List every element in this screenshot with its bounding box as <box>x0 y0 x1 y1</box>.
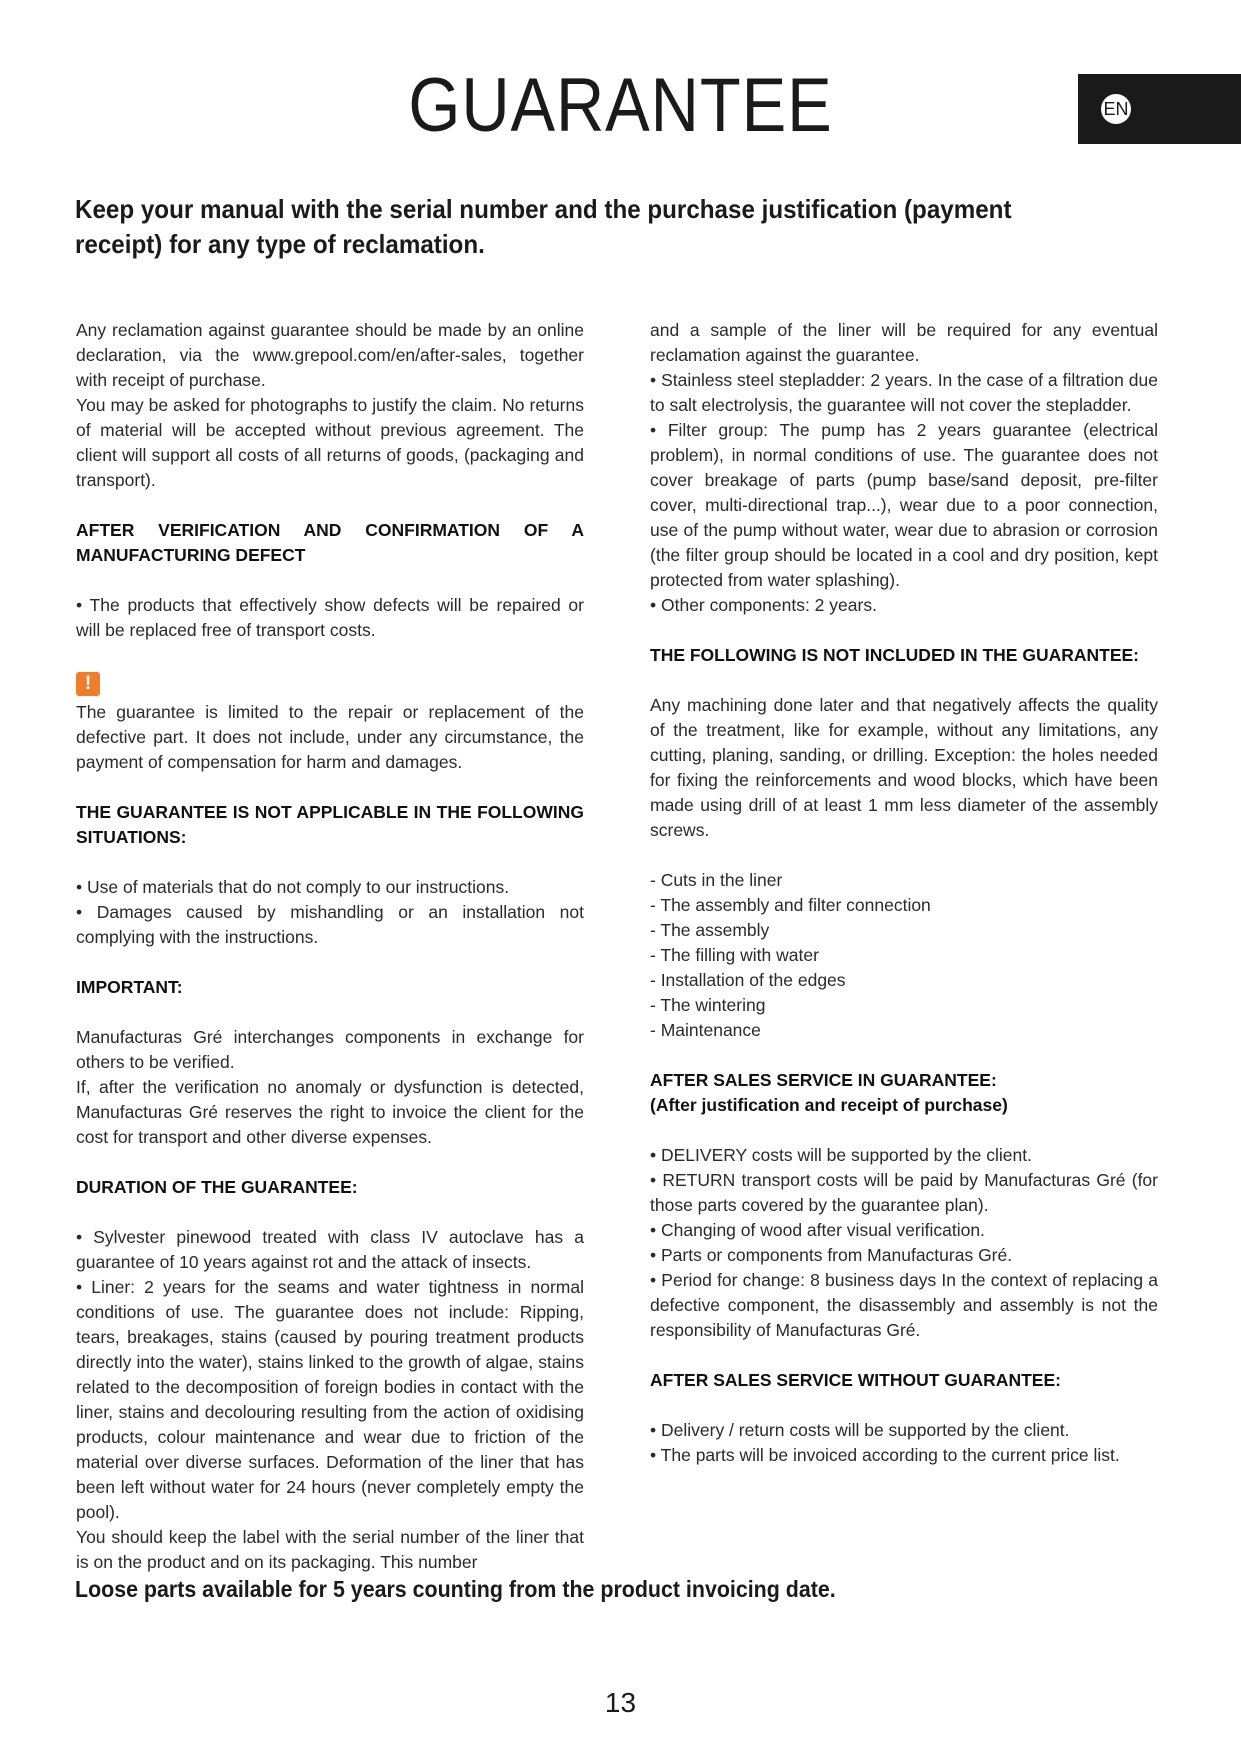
intro-statement: Keep your manual with the serial number and the purchase justification (payment receipt) for any type of reclamation. <box>75 194 1012 259</box>
footer-note: Loose parts available for 5 years counting from the product invoicing date. <box>75 1576 836 1602</box>
section-heading: AFTER SALES SERVICE IN GUARANTEE: <box>650 1070 997 1090</box>
paragraph: If, after the verification no anomaly or dysfunction is detected, Manufacturas Gré reserves the right to invoice the client for the cost for transport and other diverse expenses. <box>76 1077 584 1147</box>
section-heading: DURATION OF THE GUARANTEE: <box>76 1177 358 1197</box>
paragraph: Manufacturas Gré interchanges components in exchange for others to be verified. <box>76 1027 584 1072</box>
bullet-item: • Other components: 2 years. <box>650 595 877 615</box>
bullet-item: • Damages caused by mishandling or an installation not complying with the instructions. <box>76 902 584 947</box>
list-item: - The assembly <box>650 920 770 940</box>
bullet-item: • The products that effectively show defects will be repaired or will be replaced free of transport costs. <box>76 595 584 640</box>
list-item: - The filling with water <box>650 945 819 965</box>
list-item: - Maintenance <box>650 1020 761 1040</box>
section-subheading: (After justification and receipt of purchase) <box>650 1095 1008 1115</box>
bullet-item: • Liner: 2 years for the seams and water tightness in normal conditions of use. The guarantee does not include: Ripping, tears, breakages, stains (caused by pouring treatment products directly into the water), stains linked to the growth of algae, stains related to the decomposition of foreign bodies in contact with the liner, stains and decolouring resulting from the action of oxidising products, colour maintenance and wear due to friction of the material over diverse surfaces. Deformation of the liner that has been left without water for 24 hours (never completely empty the pool). <box>76 1277 584 1522</box>
section-heading: IMPORTANT: <box>76 977 183 997</box>
section-heading: THE GUARANTEE IS NOT APPLICABLE IN THE FOLLOWING SITUATIONS: <box>76 802 584 847</box>
list-item: - The assembly and filter connection <box>650 895 931 915</box>
page-number: 13 <box>604 1687 637 1718</box>
bullet-item: • Sylvester pinewood treated with class IV autoclave has a guarantee of 10 years against rot and the attack of insects. <box>76 1227 584 1272</box>
bullet-item: • Changing of wood after visual verification. <box>650 1220 985 1240</box>
warning-icon: ! <box>76 672 100 696</box>
left-column <box>76 318 584 1575</box>
section-heading: AFTER SALES SERVICE WITHOUT GUARANTEE: <box>650 1370 1061 1390</box>
list-item: - The wintering <box>650 995 766 1015</box>
bullet-item: • RETURN transport costs will be paid by Manufacturas Gré (for those parts covered by the guarantee plan). <box>650 1170 1158 1215</box>
section-heading: AFTER VERIFICATION AND CONFIRMATION OF A MANUFACTURING DEFECT <box>76 520 584 565</box>
language-badge: EN <box>1101 94 1131 124</box>
bullet-item: • DELIVERY costs will be supported by the client. <box>650 1145 1032 1165</box>
list-item: - Cuts in the liner <box>650 870 783 890</box>
bullet-item: • Stainless steel stepladder: 2 years. In the case of a filtration due to salt electrolysis, the guarantee will not cover the stepladder. <box>650 370 1158 415</box>
right-column <box>650 318 1158 1468</box>
page-title: GUARANTEE <box>408 63 833 148</box>
paragraph: Any machining done later and that negatively affects the quality of the treatment, like for example, without any limitations, any cutting, planing, sanding, or drilling. Exception: the holes needed for fixing the reinforcements and wood blocks, which have been made using drill of at least 1 mm less diameter of the assembly screws. <box>650 695 1158 840</box>
section-heading: THE FOLLOWING IS NOT INCLUDED IN THE GUARANTEE: <box>650 645 1140 665</box>
bullet-item: • Delivery / return costs will be supported by the client. <box>650 1420 1070 1440</box>
bullet-item: • Parts or components from Manufacturas Gré. <box>650 1245 1013 1265</box>
warning-text: The guarantee is limited to the repair or replacement of the defective part. It does not include, under any circumstance, the payment of compensation for harm and damages. <box>76 702 584 772</box>
bullet-item: • The parts will be invoiced according to the current price list. <box>650 1445 1120 1465</box>
list-item: - Installation of the edges <box>650 970 846 990</box>
bullet-item: • Use of materials that do not comply to our instructions. <box>76 877 510 897</box>
paragraph: and a sample of the liner will be required for any eventual reclamation against the guarantee. <box>650 320 1158 365</box>
paragraph: You may be asked for photographs to justify the claim. No returns of material will be accepted without previous agreement. The client will support all costs of all returns of goods, (packaging and transport). <box>76 395 584 490</box>
bullet-item: • Filter group: The pump has 2 years guarantee (electrical problem), in normal conditions of use. The guarantee does not cover breakage of parts (pump base/sand deposit, pre-filter cover, multi-directional trap...), wear due to a poor connection, use of the pump without water, wear due to abrasion or corrosion (the filter group should be located in a cool and dry position, kept protected from water splashing). <box>650 420 1158 590</box>
paragraph: Any reclamation against guarantee should be made by an online declaration, via the www.grepool.com/en/after-sales, together with receipt of purchase. <box>76 320 584 390</box>
bullet-item: • Period for change: 8 business days In the context of replacing a defective component, the disassembly and assembly is not the responsibility of Manufacturas Gré. <box>650 1270 1158 1340</box>
language-tab <box>1078 74 1241 144</box>
paragraph: You should keep the label with the serial number of the liner that is on the product and on its packaging. This number <box>76 1527 584 1572</box>
